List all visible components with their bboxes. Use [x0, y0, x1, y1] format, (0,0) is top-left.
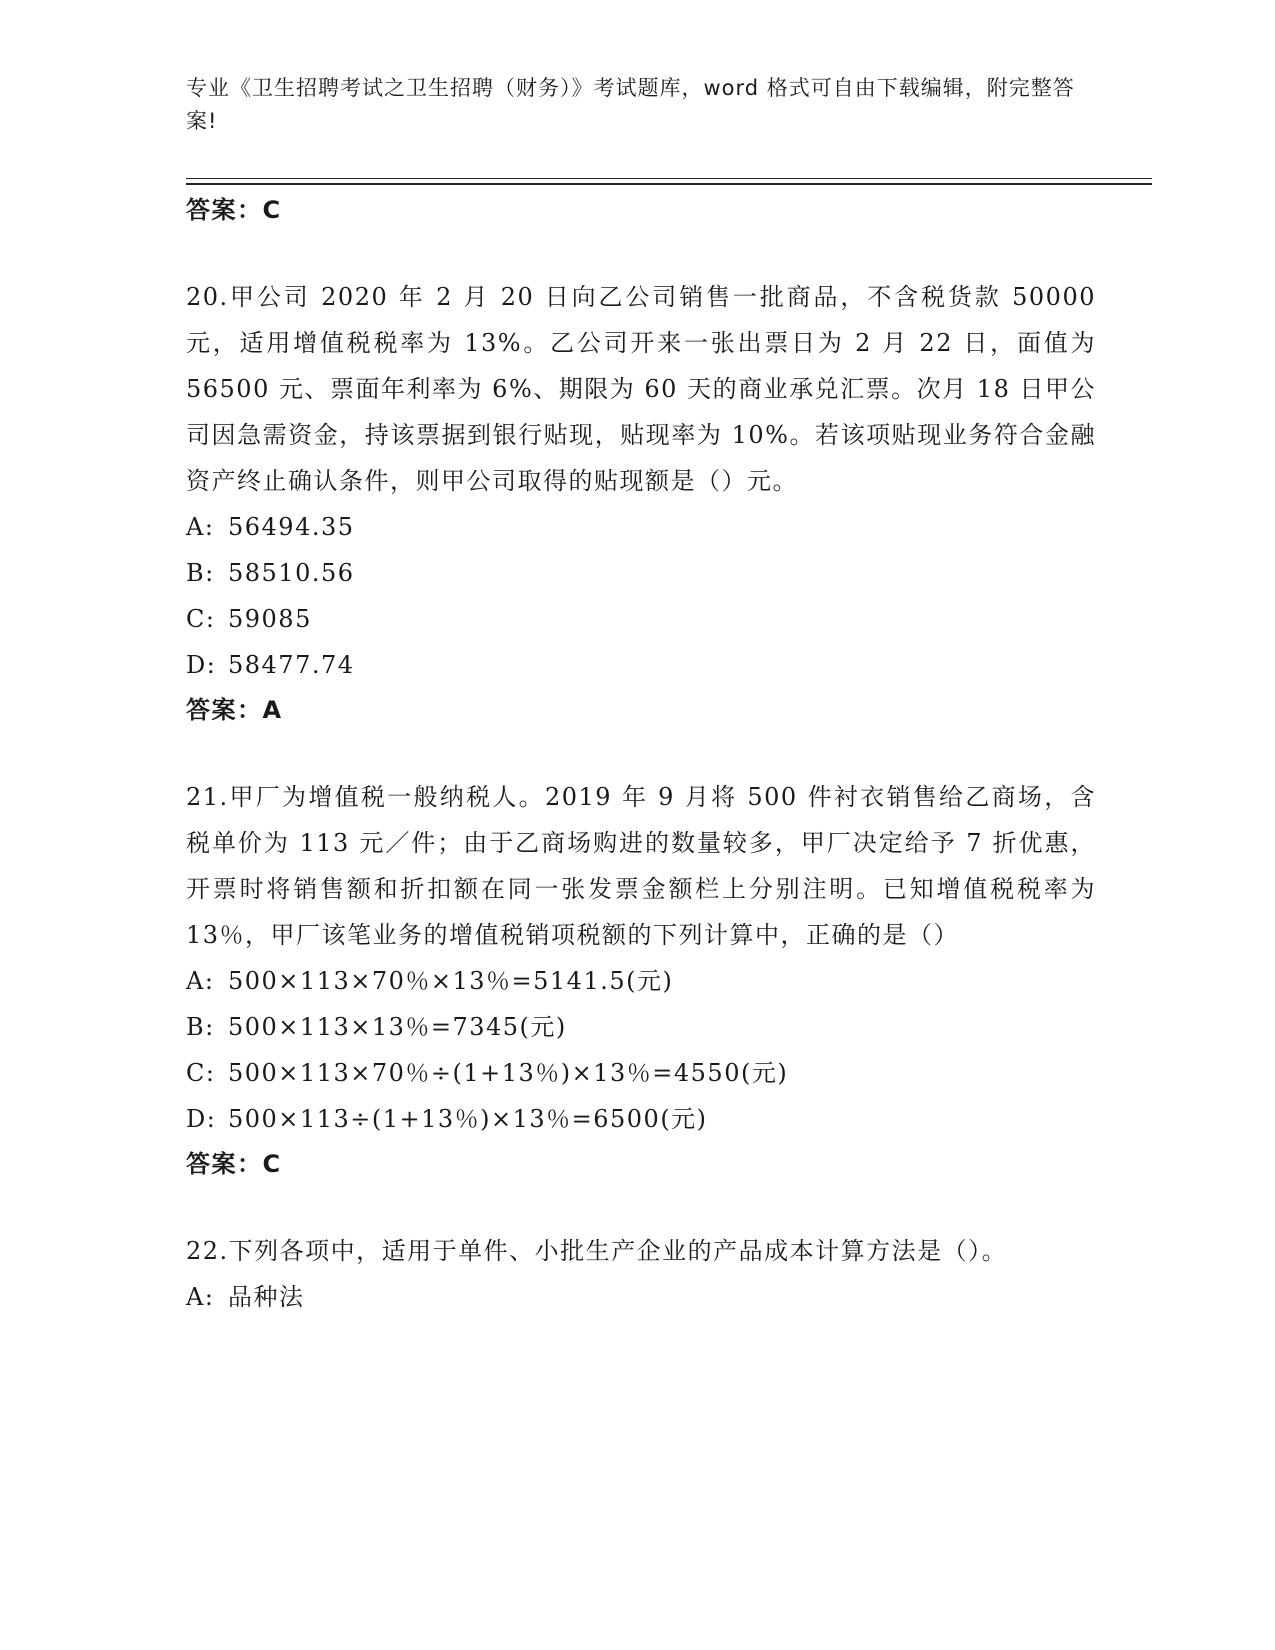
question-block — [186, 774, 1096, 1186]
spacer — [186, 232, 1096, 274]
spacer — [186, 732, 1096, 774]
question-text: 21.甲厂为增值税一般纳税人。2019 年 9 月将 500 件衬衣销售给乙商场，含税单价为 113 元／件；由于乙商场购进的数量较多，甲厂决定给予 7 折优惠，开票时将销售额和折扣额在同一张发票金额栏上分别注明。已知增值税税率为 13％，甲厂该笔业务的增值税销项税额的下列计算中，正确的是（） — [186, 783, 1096, 949]
spacer — [186, 1186, 1096, 1228]
option-d — [186, 1096, 1096, 1142]
option-text: 500×113÷(1+13％)×13％=6500(元) — [228, 1105, 708, 1133]
option-letter: A: — [186, 1283, 215, 1311]
option-d — [186, 642, 1096, 688]
option-b — [186, 550, 1096, 596]
option-letter: D: — [186, 1105, 217, 1133]
option-letter: C: — [186, 1059, 216, 1087]
option-letter: B: — [186, 1013, 215, 1041]
option-text: 500×113×70％÷(1+13％)×13％=4550(元) — [228, 1059, 789, 1087]
option-a — [186, 1274, 1096, 1320]
option-b — [186, 1004, 1096, 1050]
option-c — [186, 1050, 1096, 1096]
option-text: 500×113×13％=7345(元) — [228, 1013, 567, 1041]
option-letter: D: — [186, 651, 217, 679]
option-text: 58510.56 — [228, 559, 355, 587]
option-text: 56494.35 — [228, 513, 355, 541]
option-letter: C: — [186, 605, 216, 633]
option-letter: A: — [186, 967, 215, 995]
option-a — [186, 504, 1096, 550]
option-text: 500×113×70％×13％=5141.5(元) — [228, 967, 674, 995]
option-letter: A: — [186, 513, 215, 541]
answer-line: 答案：C — [186, 196, 282, 224]
option-letter: B: — [186, 559, 215, 587]
answer-line: 答案：A — [186, 696, 283, 724]
option-text: 品种法 — [228, 1283, 305, 1311]
option-text: 59085 — [228, 605, 312, 633]
question-block — [186, 274, 1096, 732]
header-rule-thin — [186, 178, 1152, 179]
header-rule-thick — [186, 183, 1152, 185]
question-text: 22.下列各项中，适用于单件、小批生产企业的产品成本计算方法是（）。 — [186, 1237, 1008, 1265]
answer-line: 答案：C — [186, 1150, 282, 1178]
question-text: 20.甲公司 2020 年 2 月 20 日向乙公司销售一批商品，不含税货款 50000 元，适用增值税税率为 13%。乙公司开来一张出票日为 2 月 22 日，面值为 56500 元、票面年利率为 6%、期限为 60 天的商业承兑汇票。次月 18 日甲公司因急需资金，持该票据到银行贴现，贴现率为 10%。若该项贴现业务符合金融资产终止确认条件，则甲公司取得的贴现额是（）元。 — [186, 283, 1096, 495]
option-text: 58477.74 — [228, 651, 355, 679]
question-block — [186, 1228, 1096, 1320]
option-c — [186, 596, 1096, 642]
document-header: 专业《卫生招聘考试之卫生招聘（财务）》考试题库，word 格式可自由下载编辑，附完整答案! — [186, 76, 1075, 133]
document-body — [186, 188, 1096, 1320]
option-a — [186, 958, 1096, 1004]
